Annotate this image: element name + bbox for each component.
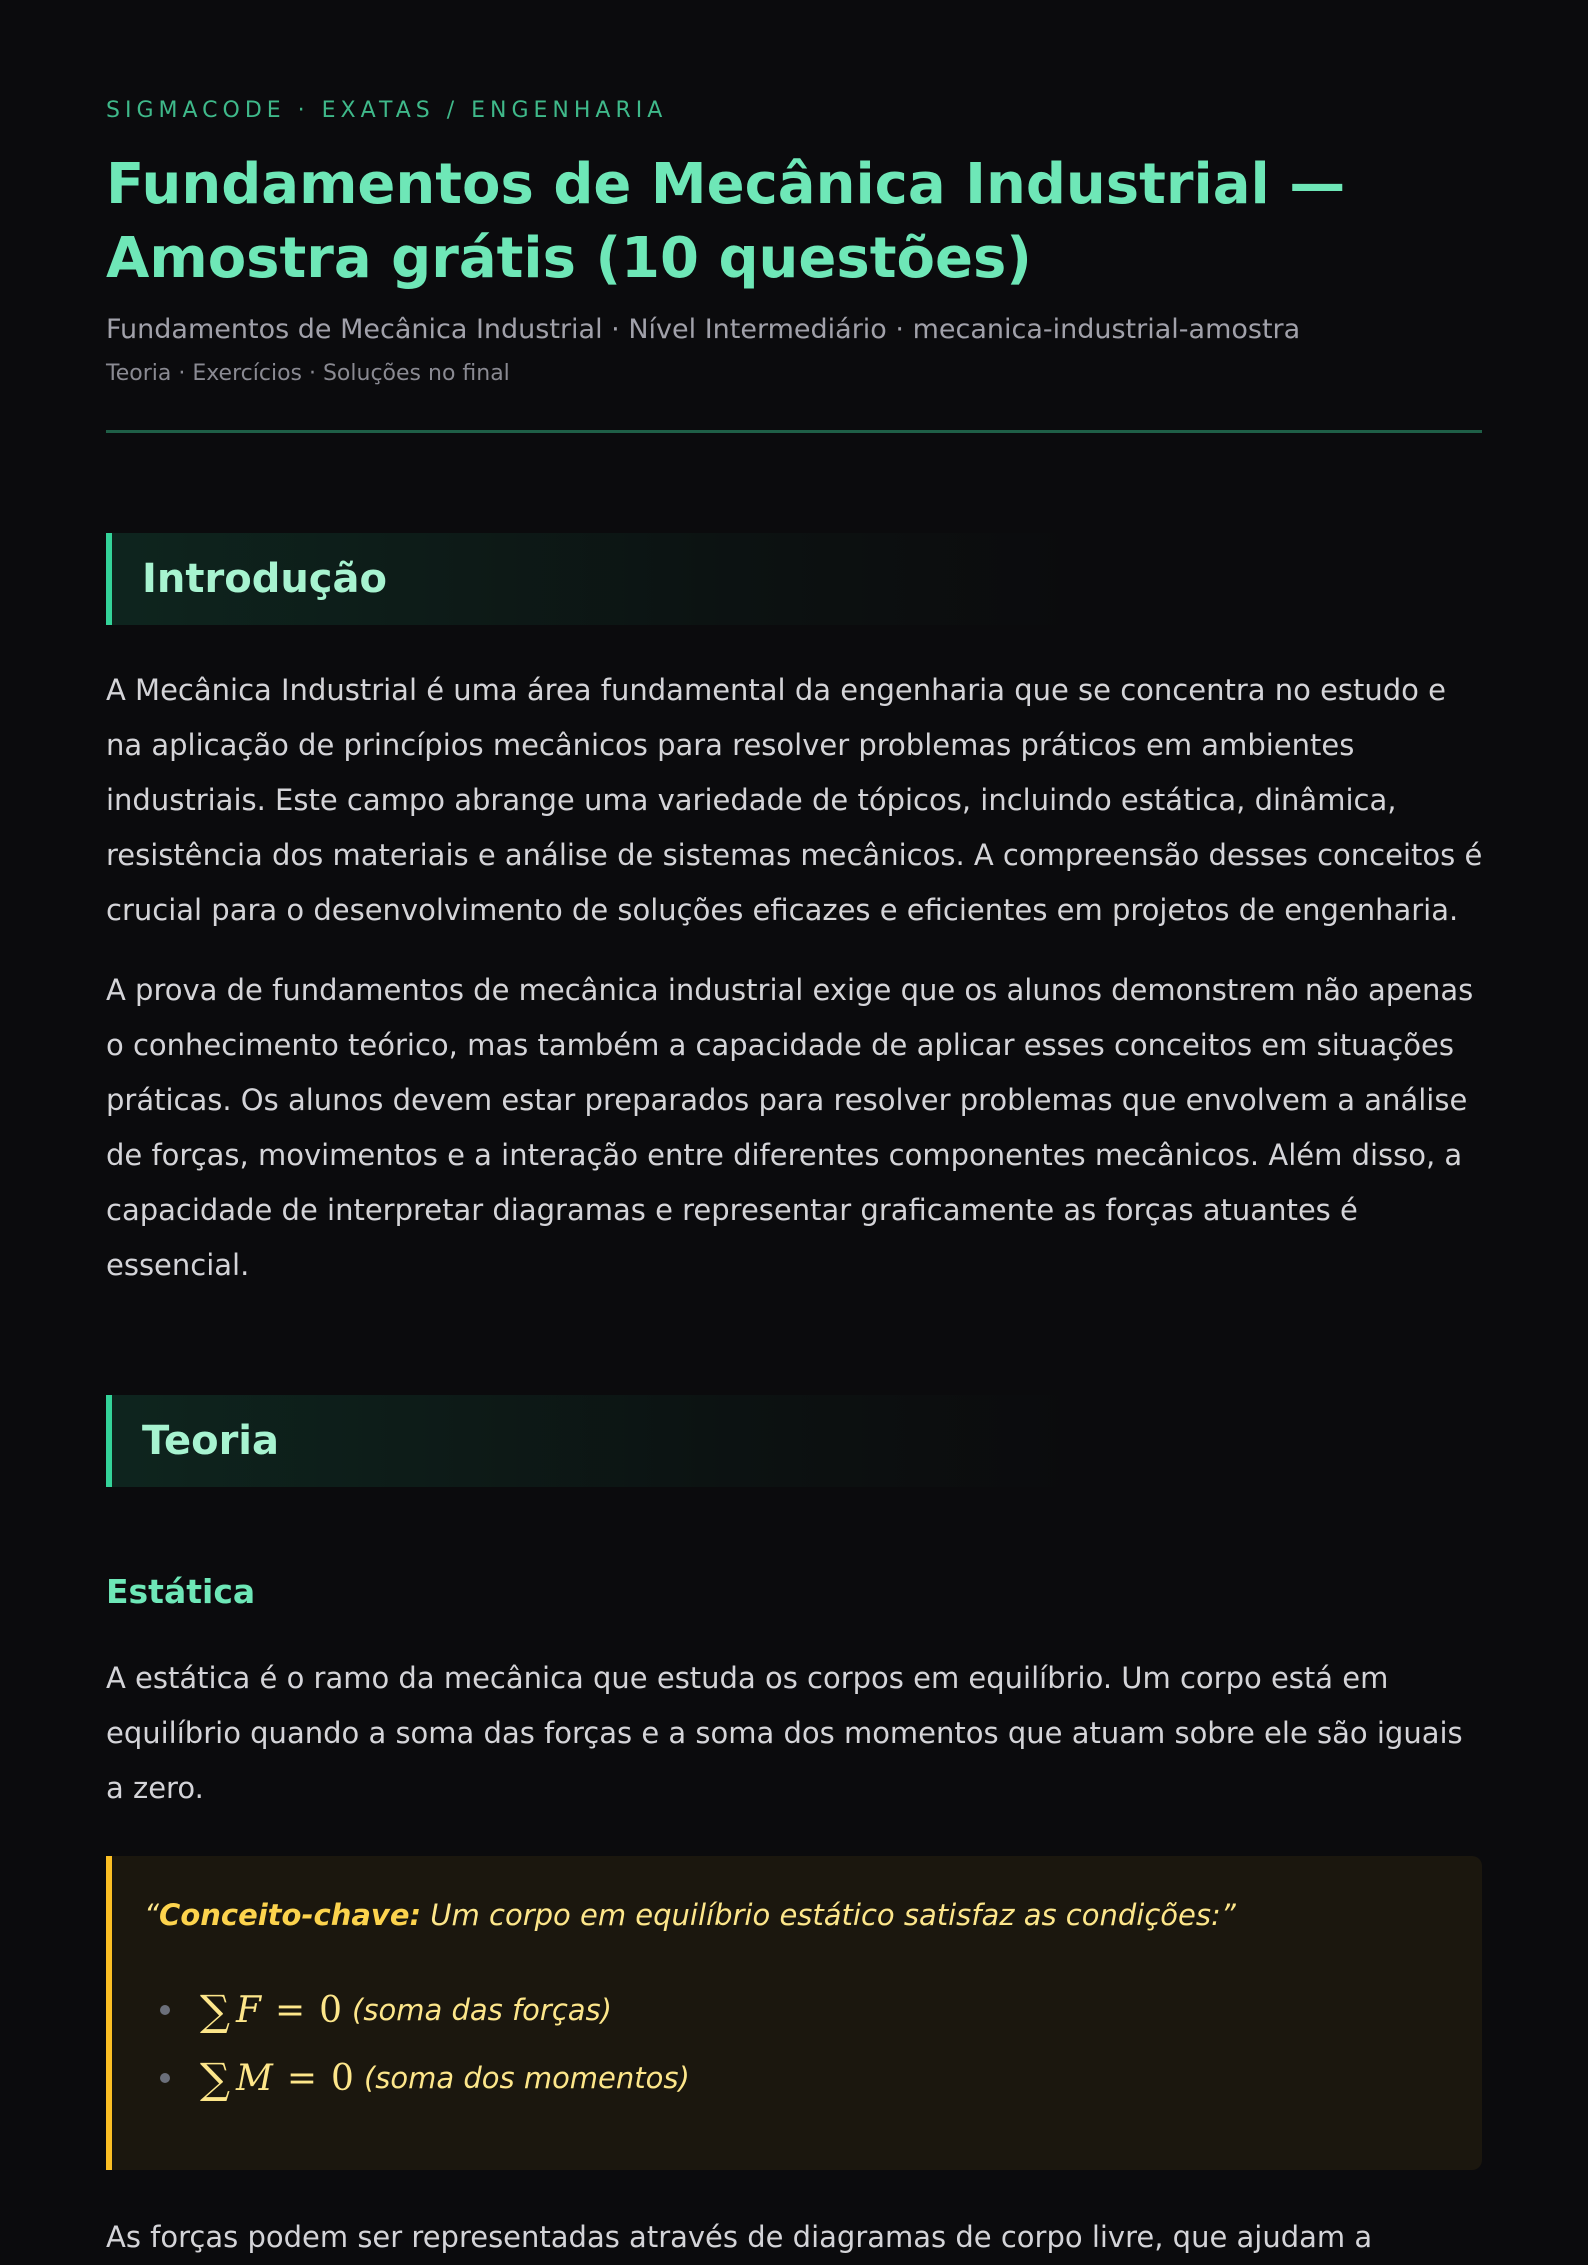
callout-text: Um corpo em equilíbrio estático satisfaz as condições:”	[421, 1898, 1236, 1932]
math-variable: M	[235, 2057, 273, 2099]
page-title: Fundamentos de Mecânica Industrial — Amostra grátis (10 questões)	[106, 152, 1346, 291]
section-title: Introdução	[142, 556, 387, 602]
callout-lead	[144, 1898, 1236, 1932]
math-variable: F	[235, 1989, 261, 2031]
key-concept-callout	[106, 1856, 1482, 2170]
intro-paragraph-1: A Mecânica Industrial é uma área fundamental da engenharia que se concentra no estudo e na aplicação de princípios mecânicos para resolver problemas práticos em ambientes industriais. Este campo abrange uma variedade de tópicos, incluindo estática, dinâmica, resistência dos materiais e análise de sistemas mecânicos. A compreensão desses conceitos é crucial para o desenvolvimento de soluções eficazes e eficientes em projetos de engenharia.	[106, 673, 1483, 927]
callout-label: Conceito-chave:	[159, 1898, 422, 1932]
sum-symbol: ∑	[200, 1985, 230, 2035]
section-header-introducao	[106, 533, 1482, 625]
free-body-paragraph: As forças podem ser representadas através de diagramas de corpo livre, que ajudam a	[106, 2220, 1373, 2254]
math-equals: =	[286, 2057, 318, 2099]
condition-list	[160, 1976, 690, 2112]
breadcrumb: SIGMACODE · EXATAS / ENGENHARIA	[106, 98, 668, 123]
math-equals: =	[274, 1989, 306, 2031]
condition-note: (soma dos momentos)	[363, 2061, 690, 2095]
open-quote: “	[144, 1898, 160, 1932]
section-header-teoria	[106, 1395, 1482, 1487]
section-title: Teoria	[142, 1418, 280, 1464]
math-zero: 0	[319, 1989, 343, 2031]
bullet-icon	[160, 2073, 170, 2083]
statics-paragraph: A estática é o ramo da mecânica que estuda os corpos em equilíbrio. Um corpo está em equilíbrio quando a soma das forças e a soma dos momentos que atuam sobre ele são iguais a zero.	[106, 1661, 1463, 1805]
math-zero: 0	[331, 2057, 354, 2099]
sum-symbol: ∑	[200, 2053, 230, 2103]
subsection-title: Estática	[106, 1572, 256, 1611]
intro-paragraph-2: A prova de fundamentos de mecânica industrial exige que os alunos demonstrem não apenas o conhecimento teórico, mas também a capacidade de aplicar esses conceitos em situações práticas. Os alunos devem estar preparados para resolver problemas que envolvem a análise de forças, movimentos e a interação entre diferentes componentes mecânicos. Além disso, a capacidade de interpretar diagramas e representar graficamente as forças atuantes é essencial.	[106, 973, 1474, 1282]
list-item	[160, 1976, 690, 2044]
page-submeta: Teoria · Exercícios · Soluções no final	[106, 361, 510, 386]
list-item	[160, 2044, 690, 2112]
header-divider	[106, 430, 1482, 433]
page-meta: Fundamentos de Mecânica Industrial · Nível Intermediário · mecanica-industrial-amostra	[106, 314, 1301, 345]
bullet-icon	[160, 2005, 170, 2015]
condition-note: (soma das forças)	[352, 1993, 612, 2027]
